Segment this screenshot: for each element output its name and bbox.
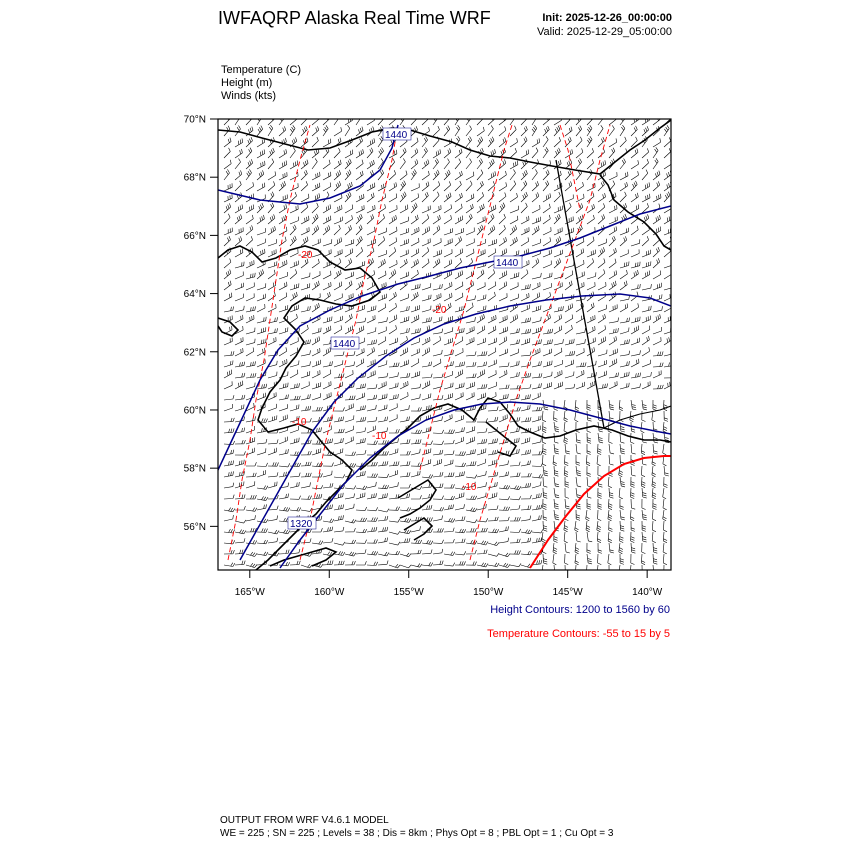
lon-tick-label: 150°W xyxy=(473,587,504,598)
footer-config: WE = 225 ; SN = 225 ; Levels = 38 ; Dis = 8km ; Phys Opt = 8 ; PBL Opt = 1 ; Cu Opt = 3 xyxy=(220,828,614,839)
lat-tick-label: 68°N xyxy=(183,172,206,184)
lat-tick-label: 62°N xyxy=(183,347,206,359)
height-legend: Height Contours: 1200 to 1560 by 60 xyxy=(490,604,670,616)
lat-tick-label: 66°N xyxy=(183,230,206,242)
valid-time: Valid: 2025-12-29_05:00:00 xyxy=(537,26,672,38)
temperature-label: -20 xyxy=(432,305,447,316)
footer-model: OUTPUT FROM WRF V4.6.1 MODEL xyxy=(220,815,389,826)
height-label: 1320 xyxy=(290,519,313,530)
lat-tick-label: 64°N xyxy=(183,289,206,301)
height-label: 1440 xyxy=(496,258,519,269)
temperature-legend: Temperature Contours: -55 to 15 by 5 xyxy=(487,628,670,640)
lat-tick-label: 58°N xyxy=(183,463,206,475)
lon-tick-label: 160°W xyxy=(314,587,345,598)
height-label: 1440 xyxy=(333,339,356,350)
field-height: Height (m) xyxy=(221,77,273,89)
lon-tick-label: 165°W xyxy=(234,587,265,598)
lon-tick-label: 145°W xyxy=(552,587,583,598)
temperature-label: -10 xyxy=(372,431,387,442)
field-winds: Winds (kts) xyxy=(221,90,276,102)
init-time: Init: 2025-12-26_00:00:00 xyxy=(542,12,672,24)
latitude-axis xyxy=(184,115,218,533)
page-title: IWFAQRP Alaska Real Time WRF xyxy=(218,8,491,28)
temperature-label: -20 xyxy=(298,250,313,261)
temperature-label: -10 xyxy=(462,482,477,493)
lat-tick-label: 56°N xyxy=(183,521,206,533)
field-temperature: Temperature (C) xyxy=(221,64,302,76)
longitude-axis xyxy=(235,570,663,598)
lon-tick-label: 140°W xyxy=(632,587,663,598)
height-label: 1440 xyxy=(385,130,408,141)
temperature-label: -10 xyxy=(292,417,307,428)
lat-tick-label: 70°N xyxy=(183,114,206,126)
lat-tick-label: 60°N xyxy=(183,405,206,417)
lon-tick-label: 155°W xyxy=(393,587,424,598)
